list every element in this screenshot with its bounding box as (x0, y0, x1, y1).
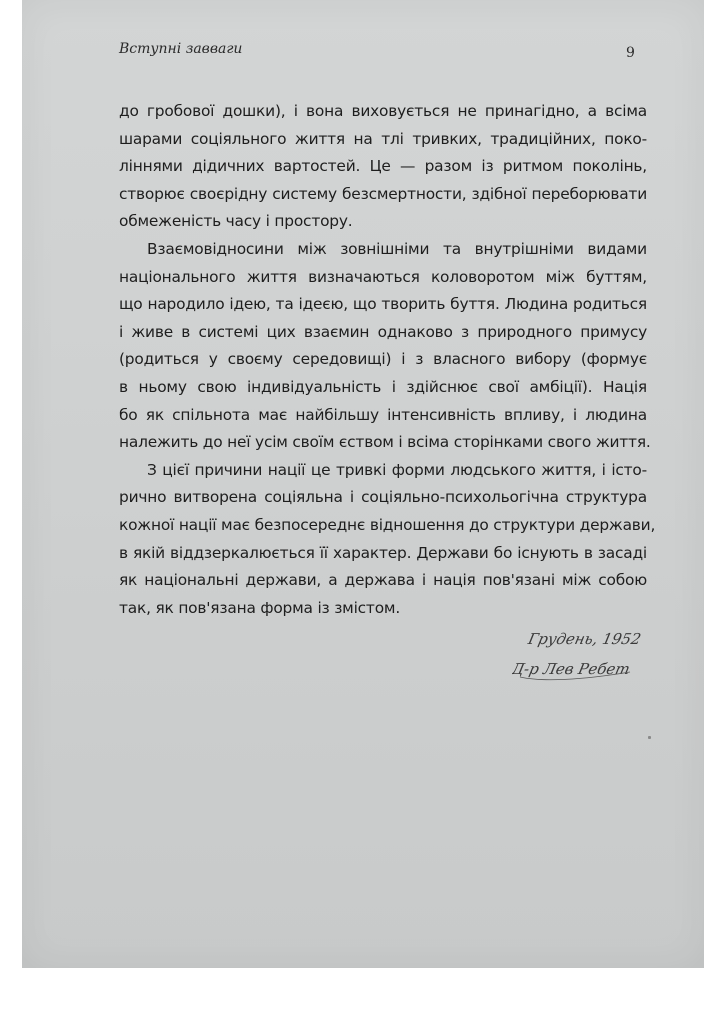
signature-name: Д-р Лев Ребет (512, 660, 632, 678)
text-line: і живе в системі цих взаємин однаково з природного примусу (119, 322, 647, 341)
text-line: в якій віддзеркалюється її характер. Держави бо існують в засаді (119, 543, 647, 562)
book-page (22, 0, 704, 968)
signature-date: Грудень, 1952 (526, 630, 643, 648)
text-line: в ньому свою індивідуальність і здійснює свої амбіції). Нація (119, 377, 647, 396)
paper-speck (648, 736, 651, 739)
text-line: до гробової дошки), і вона виховується не принагідно, а всіма (119, 102, 647, 120)
text-line: (родиться у своєму середовищі) і з власного вибору (формує (119, 350, 647, 369)
page-number: 9 (626, 45, 635, 61)
paragraph-first-line: З цієї причини нації це тривкі форми людського життя, і істо- (147, 460, 647, 479)
text-line: рично витворена соціяльна і соціяльно-психольогічна структура (119, 488, 647, 507)
text-line: що народило ідею, та ідеєю, що творить буття. Людина родиться (119, 295, 647, 314)
text-line: шарами соціяльного життя на тлі тривких, традиційних, поко- (119, 129, 647, 148)
text-line: кожної нації має безпосереднє відношення до структури держави, (119, 515, 656, 534)
body-text (119, 98, 656, 622)
text-line: створює своєрідну систему безсмертности, здібної переборювати (119, 184, 647, 203)
signature-graphic (512, 622, 662, 692)
text-line: бо як спільнота має найбільшу інтенсивність впливу, і людина (119, 405, 647, 424)
text-line: належить до неї усім своїм єством і всіма сторінками свого життя. (119, 433, 651, 452)
text-line: обмеженість часу і простору. (119, 212, 353, 231)
text-line: як національні держави, а держава і нація пов'язані між собою (119, 571, 647, 590)
text-line: ліннями дідичних вартостей. Це — разом із ритмом поколінь, (119, 157, 647, 176)
text-line: так, як пов'язана форма із змістом. (119, 598, 401, 617)
paragraph-first-line: Взаємовідносини між зовнішніми та внутрішніми видами (147, 239, 647, 258)
running-header-title: Вступні завваги (119, 41, 243, 57)
text-line: національного життя визначаються коловоротом між буттям, (119, 267, 647, 286)
handwritten-signature (512, 622, 662, 692)
